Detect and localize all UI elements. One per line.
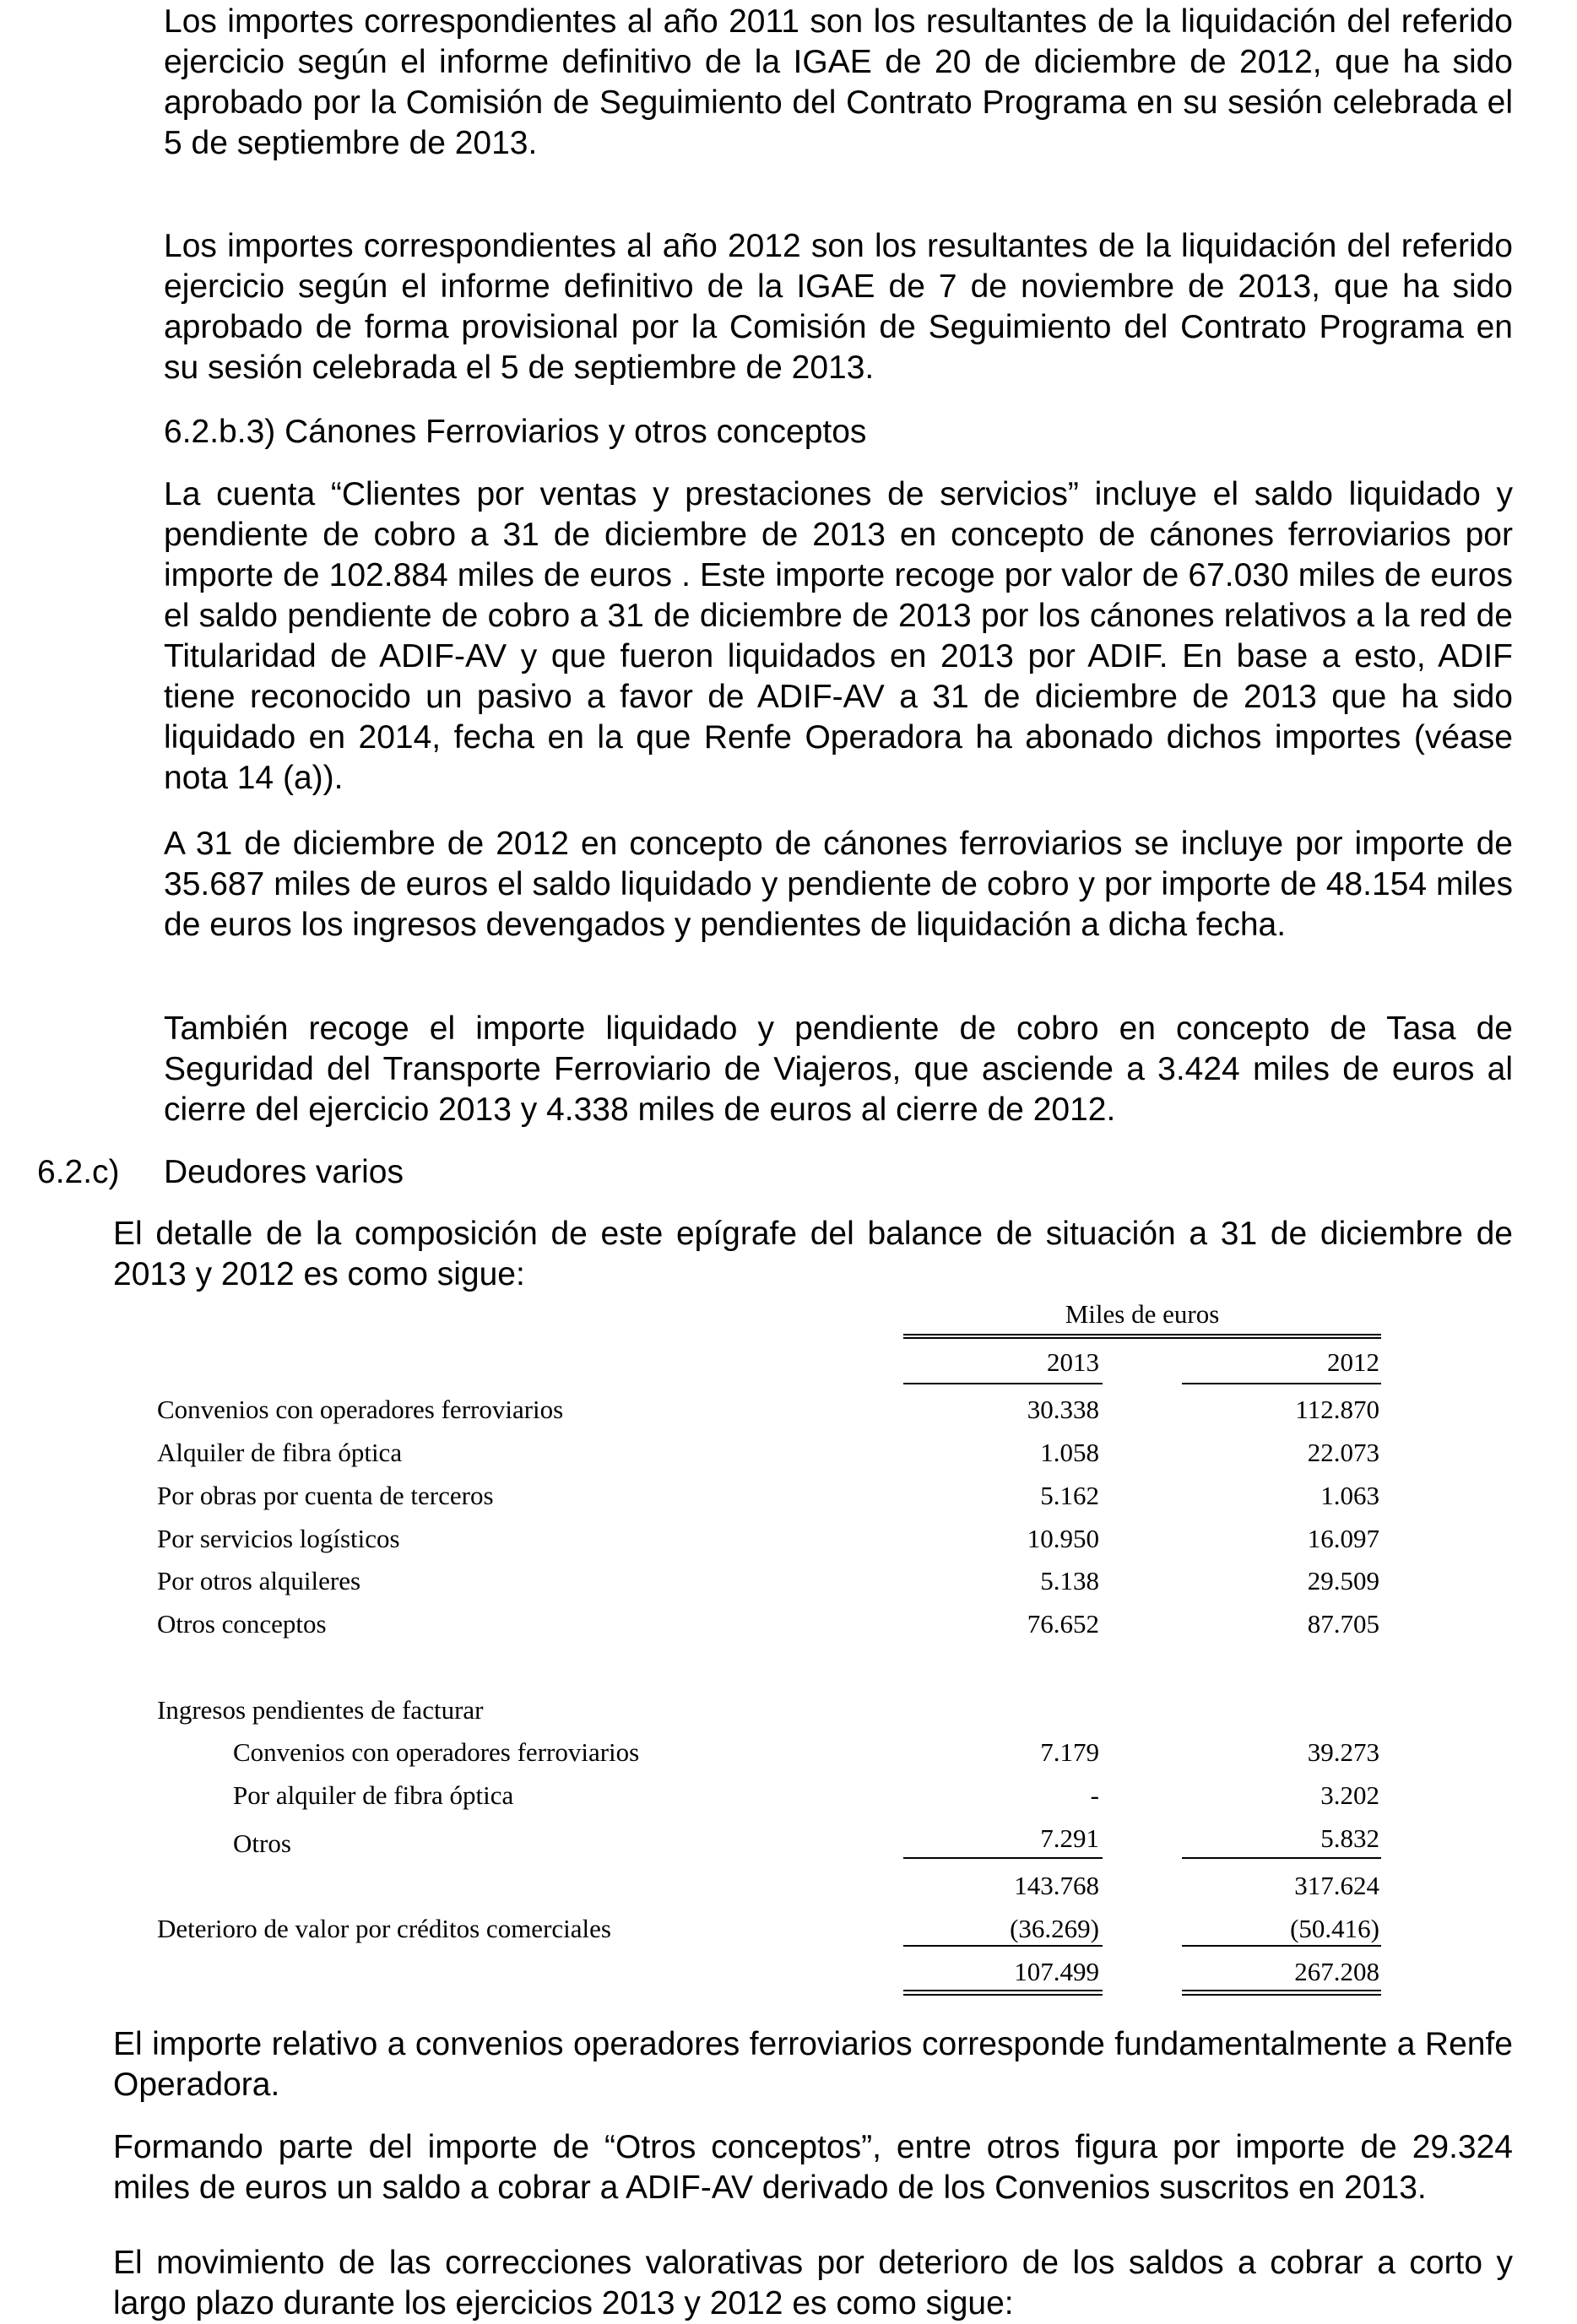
- table-cell-2013: 10.950: [1027, 1524, 1099, 1553]
- subtotal-rule-2013: [903, 1857, 1103, 1859]
- col-header-2013: 2013: [1047, 1347, 1099, 1377]
- section-heading-canones: 6.2.b.3) Cánones Ferroviarios y otros conceptos: [164, 414, 867, 450]
- col-rule-2012: [1182, 1383, 1381, 1384]
- impairment-2012: (50.416): [1290, 1914, 1379, 1943]
- total-2012: 267.208: [1294, 1957, 1379, 1986]
- paragraph-movimiento-correcciones: El movimiento de las correcciones valorativas por deterioro de los saldos a cobrar a corto y largo plazo durante los ejercicios 2013 y 2012 es como sigue:: [113, 2245, 1513, 2321]
- subtotal-rule-2012: [1182, 1857, 1381, 1859]
- total-rule-2013: [903, 1945, 1103, 1947]
- total-double-rule-2013-b: [903, 1994, 1103, 1996]
- table-cell-2012: 1.063: [1320, 1481, 1379, 1510]
- col-rule-2013: [903, 1383, 1103, 1384]
- paragraph-canones-2013: La cuenta “Clientes por ventas y prestaciones de servicios” incluye el saldo liquidado y pendiente de cobro a 31 de diciembre de 2013 en concepto de cánones ferroviarios por importe de 102.884 miles de euros . Este importe recoge por valor de 67.030 miles de euros el saldo pendiente de cobro a 31 de diciembre de 2013 por los cánones relativos a la red de Titularidad de ADIF-AV y que fueron liquidados en 2013 por ADIF. En base a esto, ADIF tiene reconocido un pasivo a favor de ADIF-AV a 31 de diciembre de 2013 que ha sido liquidado en 2014, fecha en la que Renfe Operadora ha abonado dichos importes (véase nota 14 (a)).: [164, 476, 1513, 796]
- col-header-2012: 2012: [1327, 1347, 1379, 1377]
- table-cell-2013: 30.338: [1027, 1395, 1099, 1424]
- paragraph-renfe-operadora: El importe relativo a convenios operadores ferroviarios corresponde fundamentalmente a Renfe Operadora.: [113, 2026, 1513, 2103]
- table-row-label: Otros conceptos: [157, 1609, 327, 1639]
- table-cell-2012: 3.202: [1320, 1780, 1379, 1810]
- table-cell-2012: 29.509: [1307, 1566, 1379, 1595]
- table-row-label: Por servicios logísticos: [157, 1524, 400, 1553]
- total-2013: 107.499: [1014, 1957, 1099, 1986]
- table-cell-2013: 5.162: [1040, 1481, 1099, 1510]
- table-cell-2013: 1.058: [1040, 1438, 1099, 1467]
- table-row-label: Convenios con operadores ferroviarios: [157, 1395, 564, 1424]
- section-heading-deudores: Deudores varios: [164, 1154, 404, 1190]
- subtotal-2013: 143.768: [1014, 1871, 1099, 1900]
- table-row-label: Otros: [233, 1828, 291, 1858]
- paragraph-detalle-composicion: El detalle de la composición de este epígrafe del balance de situación a 31 de diciembre de 2013 y 2012 es como sigue:: [113, 1216, 1513, 1292]
- paragraph-canones-2012: A 31 de diciembre de 2012 en concepto de cánones ferroviarios se incluye por importe de 35.687 miles de euros el saldo liquidado y pendiente de cobro y por importe de 48.154 miles de euros los ingresos devengados y pendientes de liquidación a dicha fecha.: [164, 826, 1513, 943]
- table-row-label: Por otros alquileres: [157, 1566, 361, 1595]
- table-cell-2013: 7.291: [1040, 1823, 1099, 1853]
- header-rule-double: [903, 1337, 1381, 1339]
- pending-header: Ingresos pendientes de facturar: [157, 1695, 484, 1725]
- table-cell-2012: 39.273: [1307, 1737, 1379, 1767]
- total-double-rule-2012-b: [1182, 1994, 1381, 1996]
- table-cell-2013: -: [1090, 1780, 1099, 1810]
- header-rule: [903, 1334, 1381, 1335]
- total-rule-2012: [1182, 1945, 1381, 1947]
- table-cell-2012: 112.870: [1295, 1395, 1379, 1424]
- impairment-2013: (36.269): [1010, 1914, 1099, 1943]
- table-row-label: Por obras por cuenta de terceros: [157, 1481, 494, 1510]
- table-cell-2012: 16.097: [1307, 1524, 1379, 1553]
- unit-header: Miles de euros: [1065, 1299, 1220, 1329]
- paragraph-liquidacion-2011: Los importes correspondientes al año 2011 son los resultantes de la liquidación del referido ejercicio según el informe definitivo de la IGAE de 20 de diciembre de 2012, que ha sido aprobado por la Comisión de Seguimiento del Contrato Programa en su sesión celebrada el 5 de septiembre de 2013.: [164, 3, 1513, 161]
- total-double-rule-2013-a: [903, 1990, 1103, 1991]
- total-double-rule-2012-a: [1182, 1990, 1381, 1991]
- table-cell-2013: 76.652: [1027, 1609, 1099, 1639]
- table-cell-2012: 22.073: [1307, 1438, 1379, 1467]
- table-cell-2012: 87.705: [1307, 1609, 1379, 1639]
- paragraph-tasa-seguridad: También recoge el importe liquidado y pendiente de cobro en concepto de Tasa de Seguridad del Transporte Ferroviario de Viajeros, que asciende a 3.424 miles de euros al cierre del ejercicio 2013 y 4.338 miles de euros al cierre de 2012.: [164, 1010, 1513, 1128]
- table-row-label: Convenios con operadores ferroviarios: [233, 1737, 640, 1767]
- table-cell-2013: 5.138: [1040, 1566, 1099, 1595]
- table-row-label: Por alquiler de fibra óptica: [233, 1780, 514, 1810]
- paragraph-liquidacion-2012: Los importes correspondientes al año 2012 son los resultantes de la liquidación del referido ejercicio según el informe definitivo de la IGAE de 7 de noviembre de 2013, que ha sido aprobado de forma provisional por la Comisión de Seguimiento del Contrato Programa en su sesión celebrada el 5 de septiembre de 2013.: [164, 228, 1513, 386]
- table-cell-2012: 5.832: [1320, 1823, 1379, 1853]
- impairment-label: Deterioro de valor por créditos comerciales: [157, 1914, 611, 1943]
- section-number-deudores: 6.2.c): [37, 1154, 120, 1190]
- paragraph-otros-conceptos: Formando parte del importe de “Otros conceptos”, entre otros figura por importe de 29.324 miles de euros un saldo a cobrar a ADIF-AV derivado de los Convenios suscritos en 2013.: [113, 2129, 1513, 2206]
- subtotal-2012: 317.624: [1294, 1871, 1379, 1900]
- table-row-label: Alquiler de fibra óptica: [157, 1438, 403, 1467]
- table-cell-2013: 7.179: [1040, 1737, 1099, 1767]
